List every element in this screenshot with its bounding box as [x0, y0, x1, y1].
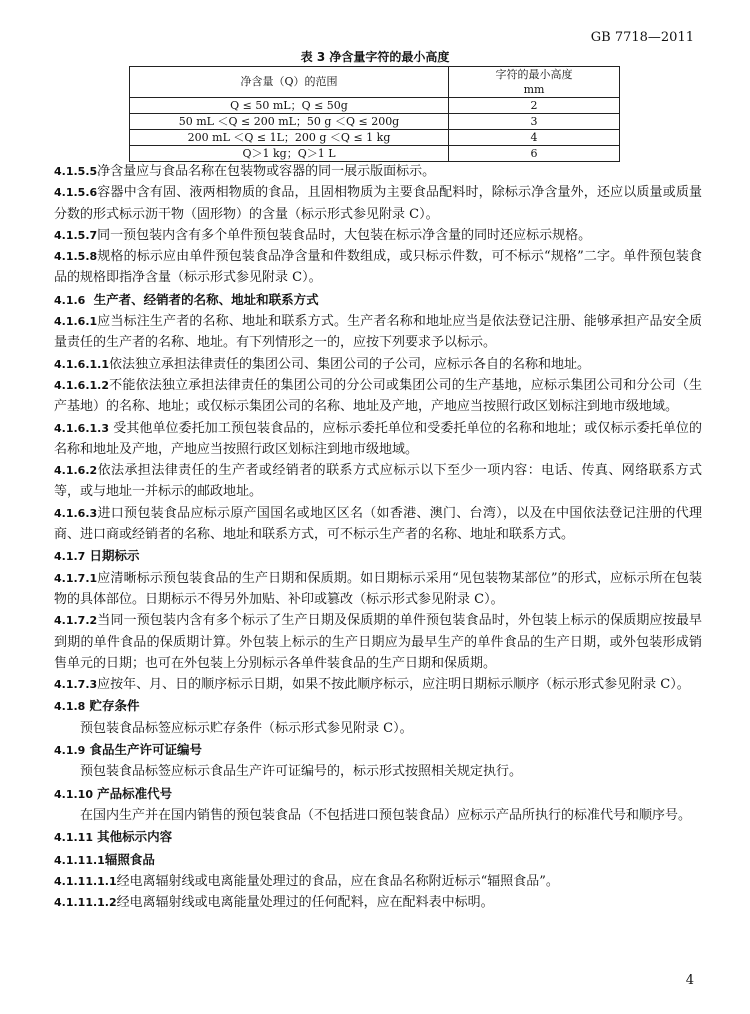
- table-row: [130, 130, 620, 146]
- clause-4-1-6-1-3: 4.1.6.1.3 受其他单位委托加工预包装食品的，应标示委托单位和受委托单位的名称和地址；或仅标示委托单位的名称和地址及产地，产地应当按照行政区划标注到地市级地域。: [54, 420, 702, 457]
- clause-4-1-5-5: 4.1.5.5净含量应与食品名称在包装物或容器的同一展示版面标示。: [54, 164, 436, 179]
- clause-4-1-11-1-2: 4.1.11.1.2经电离辐射线或电离能量处理过的任何配料，应在配料表中标明。: [54, 895, 494, 911]
- table-cell-height: 3: [449, 114, 620, 130]
- clause-4-1-11-1-1: 4.1.11.1.1经电离辐射线或电离能量处理过的食品，应在食品名称附近标示“辐照食品”。: [54, 873, 559, 889]
- table-header-height-unit: mm: [523, 83, 545, 96]
- clause-4-1-10-text: 在国内生产并在国内销售的预包装食品（不包括进口预包装食品）应标示产品所执行的标准代号和顺序号。: [80, 807, 692, 823]
- clause-4-1-5-6: 4.1.5.6容器中含有固、液两相物质的食品，且固相物质为主要食品配料时，除标示净含量外，还应以质量或质量分数的形式标示沥干物（固形物）的含量（标示形式参见附录 C）。: [54, 185, 702, 222]
- document-body: [54, 161, 702, 913]
- section-heading-4-1-11: 4.1.11 其他标示内容: [54, 829, 173, 845]
- section-heading-4-1-11-1: 4.1.11.1辐照食品: [54, 851, 155, 867]
- table-cell-height: 6: [449, 146, 620, 162]
- table-row: [130, 98, 620, 114]
- table-cell-range: 200 mL ＜Q ≤ 1L；200 g ＜Q ≤ 1 kg: [130, 130, 449, 146]
- table-header-height: [449, 67, 620, 98]
- table-cell-range: Q＞1 kg；Q＞1 L: [130, 146, 449, 162]
- clause-4-1-7-3: 4.1.7.3应按年、月、日的顺序标示日期，如果不按此顺序标示，应注明日期标示顺序（标示形式参见附录 C）。: [54, 677, 690, 693]
- standard-number: GB 7718—2011: [590, 30, 694, 45]
- table-header-range: 净含量（Q）的范围: [130, 67, 449, 98]
- net-content-table: [129, 66, 620, 162]
- section-heading-4-1-10: 4.1.10 产品标准代号: [54, 785, 173, 801]
- clause-4-1-7-1: 4.1.7.1应清晰标示预包装食品的生产日期和保质期。如日期标示采用“见包装物某部位”的形式，应标示所在包装物的具体部位。日期标示不得另外加贴、补印或篡改（标示形式参见附录 C）。: [54, 570, 702, 607]
- page-number: 4: [685, 973, 694, 988]
- clause-4-1-6-1-1: 4.1.6.1.1依法独立承担法律责任的集团公司、集团公司的子公司，应标示各自的名称和地址。: [54, 356, 590, 372]
- table-row: [130, 146, 620, 162]
- table-cell-height: 4: [449, 130, 620, 146]
- table-row: [130, 114, 620, 130]
- table-header-height-label: 字符的最小高度: [495, 68, 573, 81]
- clause-4-1-6-1-2: 4.1.6.1.2不能依法独立承担法律责任的集团公司的分公司或集团公司的生产基地，应标示集团公司和分公司（生产基地）的名称、地址；或仅标示集团公司的名称、地址及产地，产地应当按照行政区划标注到地市级地域。: [54, 377, 702, 415]
- clause-4-1-6-1: 4.1.6.1应当标注生产者的名称、地址和联系方式。生产者名称和地址应当是依法登记注册、能够承担产品安全质量责任的生产者的名称、地址。有下列情形之一的，应按下列要求予以标示。: [54, 314, 702, 351]
- section-heading-4-1-7: 4.1.7 日期标示: [54, 548, 140, 564]
- table-caption: 表 3 净含量字符的最小高度: [300, 50, 450, 64]
- clause-4-1-5-8: 4.1.5.8规格的标示应由单件预包装食品净含量和件数组成，或只标示件数，可不标示“规格”二字。单件预包装食品的规格即指净含量（标示形式参见附录 C）。: [54, 249, 702, 286]
- section-heading-4-1-6: 4.1.6 生产者、经销者的名称、地址和联系方式: [54, 291, 319, 307]
- table-header-row: [130, 67, 620, 98]
- clause-4-1-9-text: 预包装食品标签应标示食品生产许可证编号的，标示形式按照相关规定执行。: [80, 764, 523, 780]
- section-heading-4-1-9: 4.1.9 食品生产许可证编号: [54, 742, 202, 758]
- table-cell-range: 50 mL ＜Q ≤ 200 mL；50 g ＜Q ≤ 200g: [130, 114, 449, 130]
- clause-4-1-8-text: 预包装食品标签应标示贮存条件（标示形式参见附录 C）。: [80, 720, 413, 736]
- clause-4-1-7-2: 4.1.7.2当同一预包装内含有多个标示了生产日期及保质期的单件预包装食品时，外包装上标示的保质期应按最早到期的单件食品的保质期计算。外包装上标示的生产日期应为最早生产的单件食品的生产日期，或外包装形成销售单元的日期；也可在外包装上分别标示各单件装食品的生产日期和保质期。: [54, 613, 702, 671]
- clause-4-1-6-3: 4.1.6.3进口预包装食品应标示原产国国名或地区区名（如香港、澳门、台湾），以及在中国依法登记注册的代理商、进口商或经销者的名称、地址和联系方式，可不标示生产者的名称、地址和联系方式。: [54, 505, 702, 543]
- table-cell-range: Q ≤ 50 mL；Q ≤ 50g: [130, 98, 449, 114]
- clause-4-1-5-7: 4.1.5.7同一预包装内含有多个单件预包装食品时，大包装在标示净含量的同时还应标示规格。: [54, 227, 592, 243]
- clause-4-1-6-2: 4.1.6.2依法承担法律责任的生产者或经销者的联系方式应标示以下至少一项内容：电话、传真、网络联系方式等，或与地址一并标示的邮政地址。: [54, 463, 702, 500]
- table-cell-height: 2: [449, 98, 620, 114]
- section-heading-4-1-8: 4.1.8 贮存条件: [54, 698, 140, 714]
